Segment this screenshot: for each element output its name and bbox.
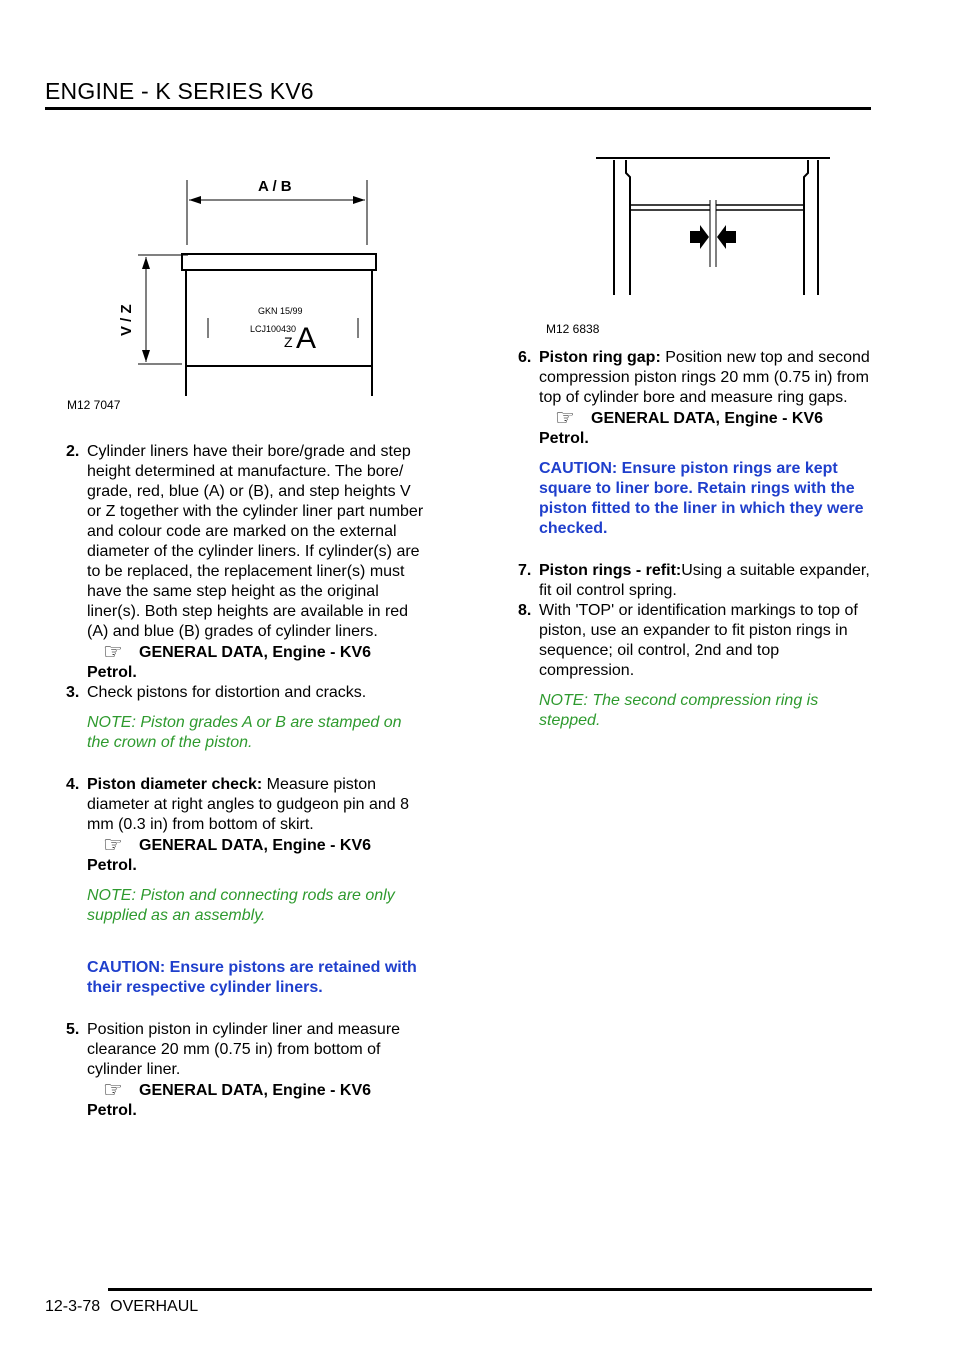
ring-gap-figure [596,155,836,300]
step-number: 7. [518,562,532,579]
step-6 [518,348,878,408]
step-number: 5. [66,1021,80,1038]
step-text: Position new top and second compression piston rings 20 mm (0.75 in) from top of cylinder bore and measure ring gaps. [539,349,870,406]
step-text: Cylinder liners have their bore/grade and step height determined at manufacture. The bore/ grade, red, blue (A) or (B), and step heights V or Z together with the cylinder liner part number and colour code are marked on the external diameter of the cylinder liners. If cylinder(s) are to be replaced, the replacement liner(s) must have the same step height as the original liner(s). Both step heights are available in red (A) and blue (B) grades of cylinder liners. [87,443,424,640]
right-column [518,348,878,731]
step-title: Piston ring gap: [539,349,661,366]
figure-code: M12 7047 [67,398,121,412]
pointing-hand-icon: ☞ [103,639,123,664]
step-text: Using a suitable expander, fit oil control spring. [539,562,870,599]
left-column [66,442,426,1121]
reference-continuation: Petrol. [539,430,589,447]
step-3 [66,683,426,703]
section-name: OVERHAUL [110,1298,199,1315]
note-text: NOTE: Piston grades A or B are stamped on the crown of the piston. [87,714,402,751]
cross-reference[interactable] [87,832,426,857]
figure-label-height: V / Z [118,304,135,336]
stamp-big-letter: A [296,322,317,355]
pointing-hand-icon: ☞ [103,1077,123,1102]
caution-text: CAUTION: Ensure piston rings are kept square to liner bore. Retain rings with the piston fitted to the liner in which they were checked. [539,460,864,537]
step-number: 8. [518,602,532,619]
reference-text: GENERAL DATA, Engine - KV6 [139,837,372,854]
footer-rule [108,1288,872,1291]
reference-text: GENERAL DATA, Engine - KV6 [139,644,372,661]
reference-text: GENERAL DATA, Engine - KV6 [139,1082,372,1099]
step-5 [66,1020,426,1080]
reference-text: GENERAL DATA, Engine - KV6 [591,410,824,427]
page-title: ENGINE - K SERIES KV6 [45,78,314,104]
header-rule [45,107,871,110]
step-8 [518,601,878,681]
reference-continuation: Petrol. [87,1102,137,1119]
pointing-hand-icon: ☞ [103,832,123,857]
cross-reference[interactable] [87,639,426,664]
step-number: 3. [66,684,80,701]
step-text: Check pistons for distortion and cracks. [87,684,367,701]
reference-continuation: Petrol. [87,664,137,681]
step-number: 4. [66,776,80,793]
step-number: 6. [518,349,532,366]
stamp-small-letter: Z [284,334,293,350]
step-text: Measure piston diameter at right angles to gudgeon pin and 8 mm (0.3 in) from bottom of skirt. [87,776,410,833]
reference-continuation: Petrol. [87,857,137,874]
step-7 [518,561,878,601]
page-number: 12-3-78 [45,1298,101,1315]
cross-reference[interactable] [87,1077,426,1102]
figure-label-width: A / B [258,178,292,195]
stamp-line-1: GKN 15/99 [258,306,303,316]
note-text: NOTE: Piston and connecting rods are only supplied as an assembly. [87,887,395,924]
step-title: Piston rings - refit: [539,562,682,579]
stamp-line-2: LCJ100430 [250,324,297,334]
caution-text: CAUTION: Ensure pistons are retained with their respective cylinder liners. [87,959,417,996]
cylinder-liner-figure [60,170,400,415]
footer [45,1298,208,1316]
figure-code: M12 6838 [546,322,600,336]
step-text: Position piston in cylinder liner and measure clearance 20 mm (0.75 in) from bottom of cylinder liner. [87,1021,401,1078]
step-text: With 'TOP' or identification markings to top of piston, use an expander to fit piston rings in sequence; oil control, 2nd and top compression. [539,602,858,679]
cross-reference[interactable] [539,405,878,430]
step-2 [66,442,426,642]
pointing-hand-icon: ☞ [555,405,575,430]
step-4 [66,775,426,835]
step-title: Piston diameter check: [87,776,263,793]
note-text: NOTE: The second compression ring is stepped. [539,692,819,729]
step-number: 2. [66,443,80,460]
